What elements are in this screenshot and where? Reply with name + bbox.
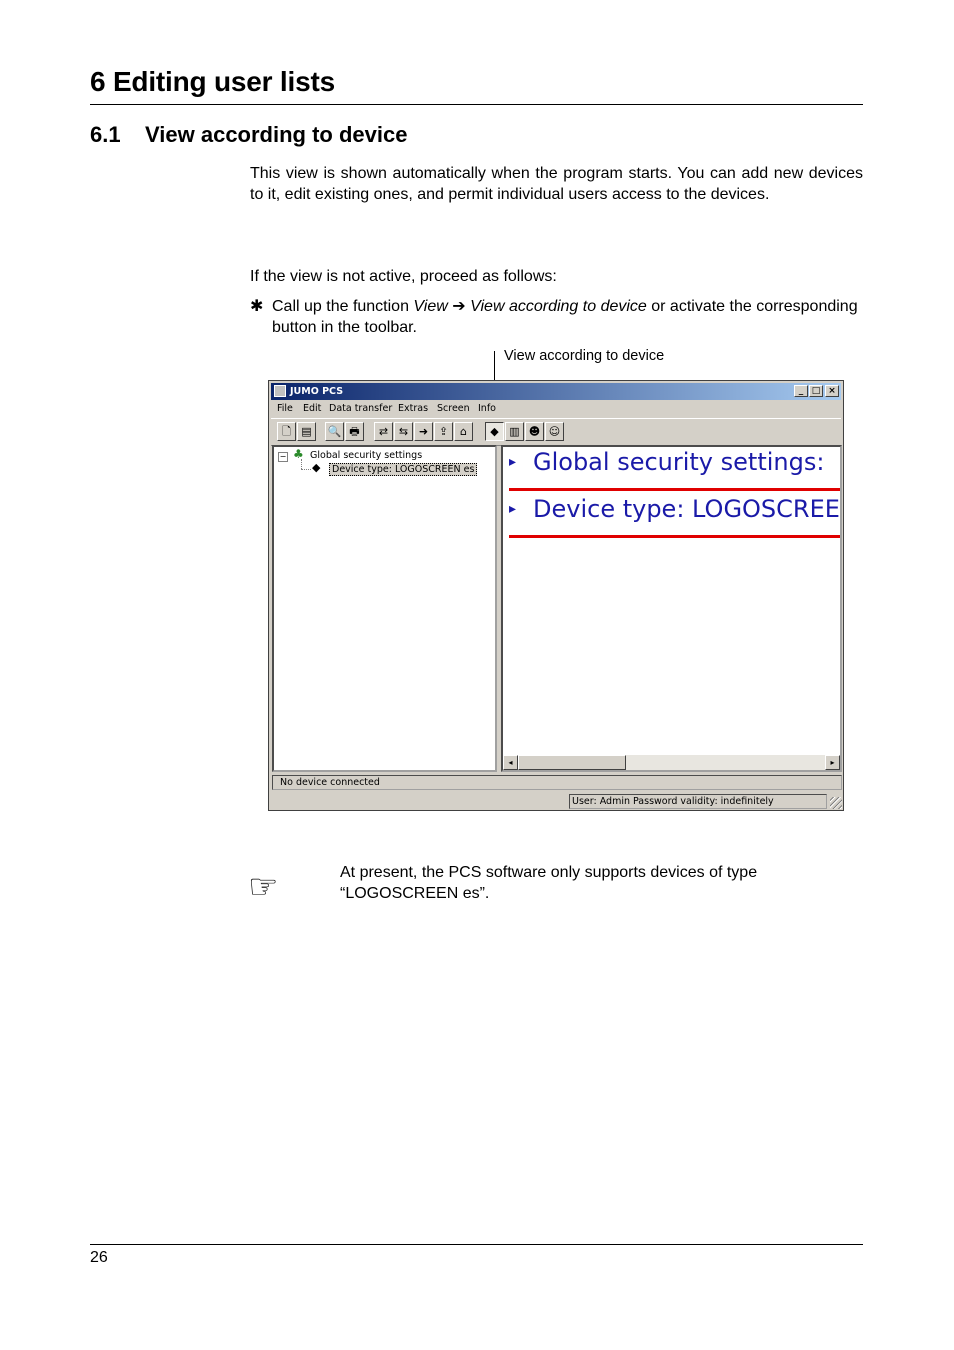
tree-connector-h xyxy=(301,469,311,470)
intro-paragraph: This view is shown automatically when the program starts. You can add new devices to it, edit existing ones, and permit individual users access to the devices. xyxy=(250,165,863,203)
device-icon: ◆ xyxy=(312,461,321,474)
app-icon xyxy=(274,385,286,397)
user-status-cell xyxy=(569,794,827,809)
forward-icon[interactable]: ➜ xyxy=(414,422,433,441)
chapter-title: 6 Editing user lists xyxy=(90,66,335,97)
properties-icon[interactable]: ▤ xyxy=(297,422,316,441)
menu-data-transfer[interactable]: Data transfer xyxy=(329,403,393,414)
section-heading xyxy=(90,122,407,148)
new-icon[interactable]: 🗋 xyxy=(277,422,296,441)
note-text: At present, the PCS software only supports devices of type “LOGOSCREEN es”. xyxy=(340,864,758,902)
maximize-button[interactable]: □ xyxy=(809,385,823,397)
view-by-device-icon[interactable]: ◆ xyxy=(485,422,504,441)
callout-label: View according to device xyxy=(504,348,665,364)
footer-rule xyxy=(90,1244,863,1245)
scroll-right-icon[interactable]: ▸ xyxy=(825,755,840,770)
app-window-screenshot xyxy=(268,380,844,811)
menu-info[interactable]: Info xyxy=(478,403,496,414)
tree-connector xyxy=(301,459,302,469)
instruction-text: If the view is not active, proceed as follows: xyxy=(250,268,557,285)
scroll-left-icon[interactable]: ◂ xyxy=(503,755,518,770)
detail-row-global[interactable] xyxy=(509,447,841,491)
horizontal-scrollbar[interactable] xyxy=(503,755,840,770)
detail-row-label: Device type: LOGOSCREE xyxy=(533,495,840,523)
menu-bar xyxy=(271,401,841,417)
tree-expander-icon[interactable]: − xyxy=(279,452,287,461)
step-text xyxy=(272,296,862,338)
window-title: JUMO PCS xyxy=(290,386,344,397)
menu-extras[interactable]: Extras xyxy=(398,403,429,414)
device-list-icon[interactable]: ▥ xyxy=(505,422,524,441)
step-suffix: or activate the corresponding button in the toolbar. xyxy=(272,298,858,336)
print-icon[interactable]: 🖶 xyxy=(345,422,364,441)
step-marker: ✱ xyxy=(250,298,264,315)
step-menu: View xyxy=(413,298,448,315)
minimize-button[interactable]: _ xyxy=(794,385,808,397)
user-icon[interactable]: ☻ xyxy=(525,422,544,441)
menu-file[interactable]: File xyxy=(277,403,293,414)
step-command: View according to device xyxy=(465,298,647,315)
row-arrow-icon: ▸ xyxy=(509,501,517,517)
tree-item-device-type[interactable]: Device type: LOGOSCREEN es xyxy=(329,463,477,476)
step-arrow: ➔ xyxy=(452,298,466,315)
user-status-bar xyxy=(272,794,842,809)
device-status-text: No device connected xyxy=(280,777,380,788)
tree-item-global-security[interactable]: Global security settings xyxy=(310,450,423,461)
section-title: View according to device xyxy=(145,122,408,147)
scroll-thumb[interactable] xyxy=(518,755,626,770)
tree-icon: ♣ xyxy=(293,447,304,461)
toolbar xyxy=(271,418,841,446)
close-button[interactable]: × xyxy=(825,385,839,397)
section-number: 6.1 xyxy=(90,122,121,147)
users-group-icon[interactable]: ☺ xyxy=(545,422,564,441)
row-arrow-icon: ▸ xyxy=(509,454,517,470)
detail-row-device[interactable] xyxy=(509,494,841,538)
transfer-icon[interactable]: ⇄ xyxy=(374,422,393,441)
device-tree xyxy=(272,445,497,772)
resize-grip-icon[interactable] xyxy=(830,797,842,809)
print-preview-icon[interactable]: 🔍 xyxy=(325,422,344,441)
menu-edit[interactable]: Edit xyxy=(303,403,322,414)
window-titlebar xyxy=(271,383,841,400)
device-status-bar xyxy=(272,775,842,790)
step-prefix: Call up the function xyxy=(272,298,414,315)
user-status-text: User: Admin Password validity: indefinitely xyxy=(572,796,774,807)
menu-screen[interactable]: Screen xyxy=(437,403,470,414)
page-number: 26 xyxy=(90,1249,108,1266)
pointing-hand-icon: ☞ xyxy=(248,868,279,906)
detail-row-label: Global security settings: xyxy=(533,448,825,476)
header-rule xyxy=(90,104,863,105)
upload-icon[interactable]: ⇪ xyxy=(434,422,453,441)
home-icon[interactable]: ⌂ xyxy=(454,422,473,441)
transfer-disabled-icon[interactable]: ⇆ xyxy=(394,422,413,441)
detail-pane xyxy=(501,445,842,772)
